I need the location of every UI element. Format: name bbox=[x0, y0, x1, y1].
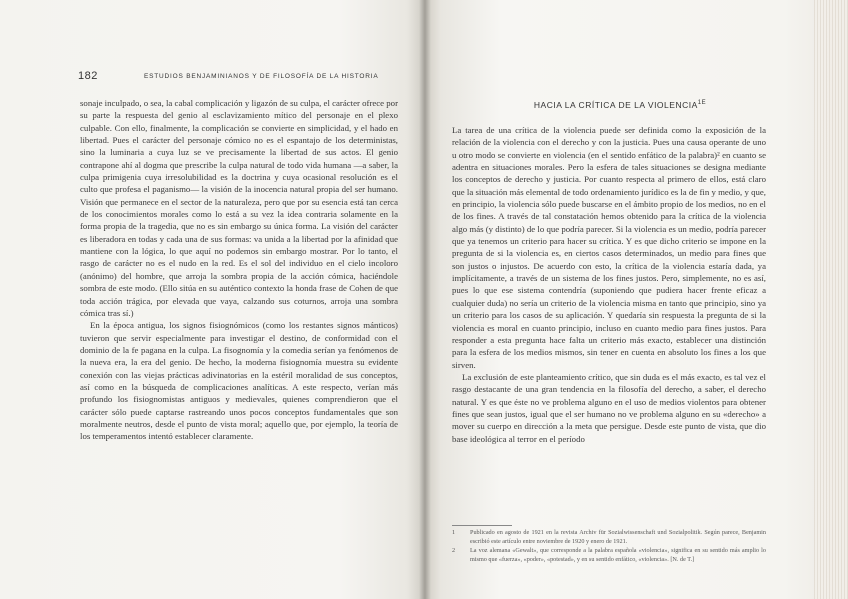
left-paragraph-2: En la época antigua, los signos fisiognómicos (como los restantes signos mánticos) tuvieron que servir especialmente para investigar el destino, de conformidad con el dominio de la fe pagana en la culpa. La fisognomía y la comedia serían ya fenómenos de la nueva era, la era del genio. De hecho, la moderna fisiognomía muestra su evidente conexión con las viejas prácticas adivinatorias en la estéril moralidad de sus conceptos, así como en la búsqueda de complicaciones analíticas. A este respecto, verían más profundo los fisiognomistas antiguos y medievales, quienes comprendieron que el carácter sólo puede captarse rastreando unos pocos conceptos fundamentales que son moralmente neutros, desde el punto de vista moral; aquello que, por ejemplo, la teoría de los temperamentos intentó establecer claramente. bbox=[80, 320, 398, 442]
running-head-title: ESTUDIOS BENJAMINIANOS Y DE FILOSOFÍA DE LA HISTORIA bbox=[144, 73, 379, 80]
footnotes bbox=[452, 529, 766, 565]
right-paragraph-2: La exclusión de este planteamiento crítico, que sin duda es el más exacto, es tal vez el rasgo destacante de una gran tendencia en la filosofía del derecho, a saber, el derecho natural. Y es que éste no ve problema alguno en el uso de medios violentos para obtener fines que sean justos, igual que el ser humano no ve problema alguno en su «derecho» a mover su cuerpo en dirección a la meta que persigue. Desde este punto de vista, que dio base ideológica al terror en el período bbox=[452, 371, 766, 444]
footnote-2-mark: 2 bbox=[452, 547, 456, 555]
footnote-2-text: La voz alemana «Gewalt», que corresponde a la palabra española «violencia», significa en su sentido más amplio lo mismo que «fuerza», «poder», «potestad», y en su sentido enfático, «violencia». [N. de T.] bbox=[470, 547, 766, 563]
footnote-1-mark: 1 bbox=[452, 529, 456, 536]
left-page-text bbox=[80, 97, 398, 443]
book-spine-gutter bbox=[419, 0, 431, 599]
left-running-head bbox=[78, 72, 408, 86]
footnote-1 bbox=[452, 529, 766, 546]
page-edges bbox=[814, 0, 848, 599]
footnote-2 bbox=[452, 547, 766, 564]
chapter-title-note-mark: 1E bbox=[697, 100, 707, 107]
chapter-title bbox=[450, 100, 790, 110]
chapter-title-text: HACIA LA CRÍTICA DE LA VIOLENCIA bbox=[533, 100, 698, 110]
left-paragraph-1: sonaje inculpado, o sea, la cabal complicación y ligazón de su culpa, el carácter ofrece por su parte la respuesta del genio al esclavizamiento mítico del personaje en el plexo culpable. Con ello, finalmente, la complicación se convierte en simplicidad, y el hado en libertad. Pues el carácter del personaje cómico no es el espantajo de los deterministas, sino la luminaria a cuya luz se ve precisamente la libertad de sus actos. El genio contrapone ahí al dogma que prescribe la culpa natural de todo vida humana —a saber, la culpa primigenia cuya irresolubilidad es la doctrina y cuya ocasional resolución es el culto que profesa el paganismo— la visión de la inocencia natural propia del ser humano. Visión que permanece en el sector de la naturaleza, pero que por su esencia está tan cerca de los conocimientos morales como lo está a su vez la idea contraria solamente en la forma propia de la tragedia, que no es sin embargo su única forma. La visión del carácter es liberadora en todas y cada una de sus formas: va unida a la libertad por la afinidad que mantiene con la lógica, lo que aquí no podemos sin embargo mostrar. Por lo tanto, el rasgo de carácter no es el nudo en la red. Es el sol del individuo en el cielo incoloro (anónimo) del hombre, que arroja la sombra propia de la acción cómica, haciéndole sombra de este modo. (Ello sitúa en su auténtico contexto la honda frase de Cohen de que toda acción trágica, por elevada que vaya, calzando sus coturnos, arroja una sombra cómica tras sí.) bbox=[80, 98, 399, 318]
right-page-text bbox=[452, 124, 766, 445]
footnote-1-text: Publicado en agosto de 1921 en la revista Archiv für Sozialwissenschaft und Sozialpolitik. Según parece, Benjamin escribió este artículo entre noviembre de 1920 y enero de 1921. bbox=[470, 529, 766, 545]
right-paragraph-1: La tarea de una crítica de la violencia puede ser definida como la exposición de la relación de la violencia con el derecho y con la justicia. Pues una causa operante de uno u otro modo se convierte en violencia (en el sentido enfático de la palabra)² en cuanto se adentra en situaciones morales. Pero la esfera de tales situaciones se designa mediante los conceptos de derecho y justicia. Por cuanto respecta al primero de ellos, está claro que la situación más elemental de todo ordenamiento jurídico es la de fin y medio, y que, en principio, la violencia sólo puede buscarse en el ámbito propio de los medios, no en el de los fines. A través de tal constatación hemos obtenido para la crítica de la violencia algo más (y distinto) de lo que podría parecer. Si la violencia es un medio, podría parecer que ya tenemos un criterio para hacer su crítica. Y es que dicho criterio se impone en la pregunta de si la violencia es, en ciertos casos determinados, un medio para fines que son justos o injustos. De acuerdo con esto, la crítica de la violencia estaría dada, ya implícitamente, a través de un sistema de los fines justos. Pero, simplemente, no es así, pues lo que ese sistema contendría (suponiendo que pudiera hacer frente eficaz a cualquier duda) no sería un criterio de la violencia misma en tanto que principio, sino ya un criterio para los casos de su aplicación. Y quedaría sin respuesta la pregunta de si la violencia es moral en cuanto principio, incluso en cuanto medio para fines justos. Para responder a esta pregunta hace falta un criterio más exacto, establecer una distinción para la esfera de los medios mismos, sin tener en cuenta en absoluto los fines a los que sirven. bbox=[452, 125, 766, 370]
page-number: 182 bbox=[78, 70, 98, 82]
footnote-rule bbox=[452, 525, 512, 526]
